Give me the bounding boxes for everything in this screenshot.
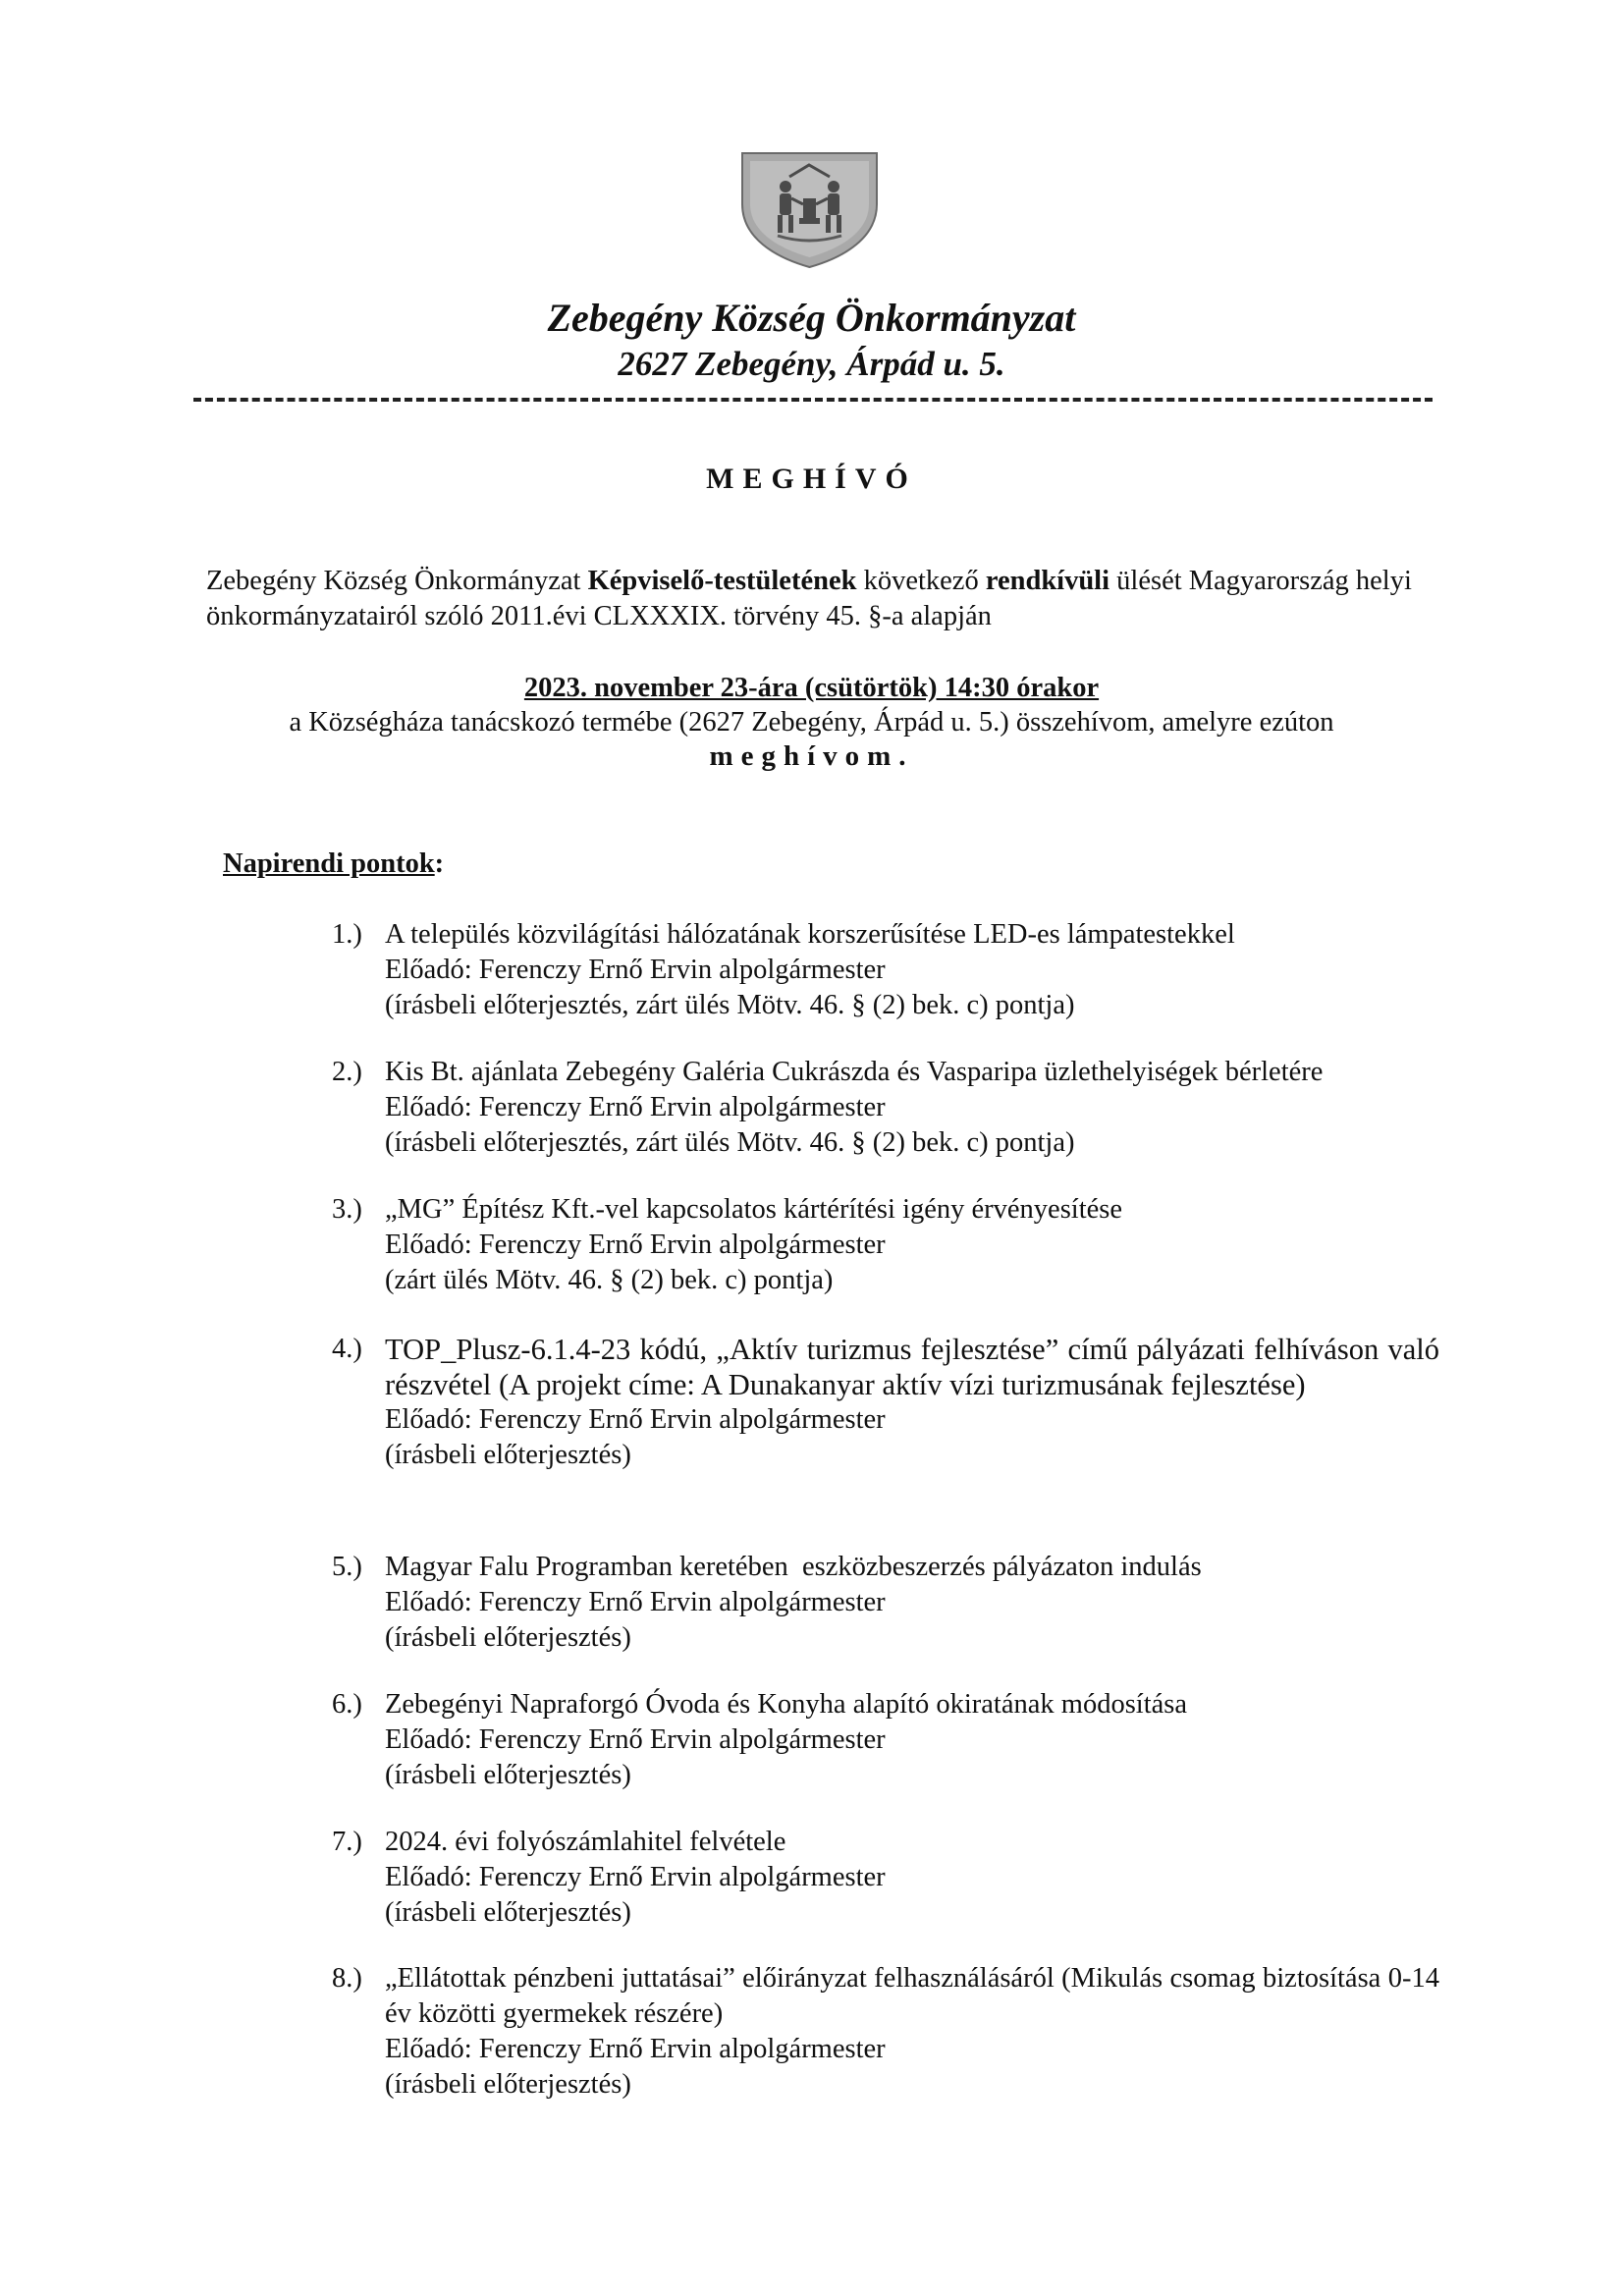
agenda-item-title: Zebegényi Napraforgó Óvoda és Konyha alapító okiratának módosítása <box>385 1689 1188 1720</box>
agenda-item-note: (írásbeli előterjesztés) <box>385 1622 631 1653</box>
intro-bold-2: rendkívüli <box>985 566 1110 596</box>
agenda-item-presenter: Előadó: Ferenczy Ernő Ervin alpolgármester <box>385 1862 886 1892</box>
agenda-item-presenter: Előadó: Ferenczy Ernő Ervin alpolgármester <box>385 1092 886 1122</box>
intro-text-2: következő <box>856 566 986 596</box>
intro-text-3: ülését Magyarország helyi önkormányzatairól szóló 2011.évi CLXXXIX. törvény 45. §-a alapján <box>206 566 1412 631</box>
agenda-item-title: A település közvilágítási hálózatának korszerűsítése LED-es lámpatestekkel <box>385 919 1235 950</box>
organization-address: 2627 Zebegény, Árpád u. 5. <box>618 345 1005 383</box>
intro-text-1: Zebegény Község Önkormányzat <box>206 566 588 596</box>
agenda-item-note: (írásbeli előterjesztés) <box>385 1440 631 1470</box>
agenda-item-number: 2.) <box>332 1057 362 1087</box>
agenda-item-note: (írásbeli előterjesztés) <box>385 1760 631 1790</box>
intro-bold-1: Képviselő-testületének <box>587 566 857 596</box>
agenda-item-title: „Ellátottak pénzbeni juttatásai” előirányzat felhasználásáról (Mikulás csomag biztosítása 0-14 év közötti gyermekek részére) <box>385 1963 1439 2029</box>
agenda-item-title: „MG” Építész Kft.-vel kapcsolatos kártérítési igény érvényesítése <box>385 1194 1123 1225</box>
agenda-item-number: 7.) <box>332 1827 362 1857</box>
meeting-place: a Községháza tanácskozó termébe (2627 Zebegény, Árpád u. 5.) összehívom, amelyre ezúton <box>289 707 1334 738</box>
agenda-item-presenter: Előadó: Ferenczy Ernő Ervin alpolgármester <box>385 2034 886 2064</box>
agenda-item-number: 8.) <box>332 1963 362 1994</box>
agenda-item-note: (zárt ülés Mötv. 46. § (2) bek. c) pontja) <box>385 1265 834 1295</box>
agenda-item-number: 6.) <box>332 1689 362 1720</box>
agenda-item-number: 1.) <box>332 919 362 950</box>
agenda-item-number: 3.) <box>332 1194 362 1225</box>
meeting-date-time: 2023. november 23-ára (csütörtök) 14:30 órakor <box>523 673 1100 703</box>
agenda-item-presenter: Előadó: Ferenczy Ernő Ervin alpolgármester <box>385 955 886 985</box>
agenda-item-note: (írásbeli előterjesztés, zárt ülés Mötv. 46. § (2) bek. c) pontja) <box>385 990 1075 1020</box>
agenda-item-note: (írásbeli előterjesztés, zárt ülés Mötv. 46. § (2) bek. c) pontja) <box>385 1127 1075 1158</box>
agenda-item-presenter: Előadó: Ferenczy Ernő Ervin alpolgármester <box>385 1587 886 1617</box>
agenda-heading <box>223 847 444 882</box>
agenda-item-title: TOP_Plusz-6.1.4-23 kódú, „Aktív turizmus fejlesztése” című pályázati felhíváson való részvétel (A projekt címe: A Dunakanyar aktív vízi turizmusának fejlesztése) <box>385 1333 1439 1401</box>
agenda-item-presenter: Előadó: Ferenczy Ernő Ervin alpolgármester <box>385 1230 886 1260</box>
agenda-item-note: (írásbeli előterjesztés) <box>385 1897 631 1928</box>
agenda-item-title: 2024. évi folyószámlahitel felvétele <box>385 1827 786 1857</box>
agenda-item-title: Kis Bt. ajánlata Zebegény Galéria Cukrászda és Vasparipa üzlethelyiségek bérletére <box>385 1057 1324 1087</box>
invite-word: meghívom. <box>709 740 914 772</box>
agenda-item-presenter: Előadó: Ferenczy Ernő Ervin alpolgármester <box>385 1724 886 1755</box>
agenda-heading-colon: : <box>434 848 445 879</box>
agenda-item-presenter: Előadó: Ferenczy Ernő Ervin alpolgármester <box>385 1404 886 1435</box>
agenda-item-title: Magyar Falu Programban keretében eszközbeszerzés pályázaton indulás <box>385 1552 1202 1582</box>
coat-of-arms-icon <box>738 147 881 270</box>
agenda-item-note: (írásbeli előterjesztés) <box>385 2069 631 2100</box>
document-title: MEGHÍVÓ <box>706 463 917 495</box>
organization-name: Zebegény Község Önkormányzat <box>547 296 1076 340</box>
intro-paragraph <box>206 564 1438 634</box>
header-divider <box>193 398 1433 402</box>
agenda-heading-text: Napirendi pontok <box>223 848 435 879</box>
agenda-item-number: 4.) <box>332 1334 362 1364</box>
agenda-item-number: 5.) <box>332 1552 362 1582</box>
